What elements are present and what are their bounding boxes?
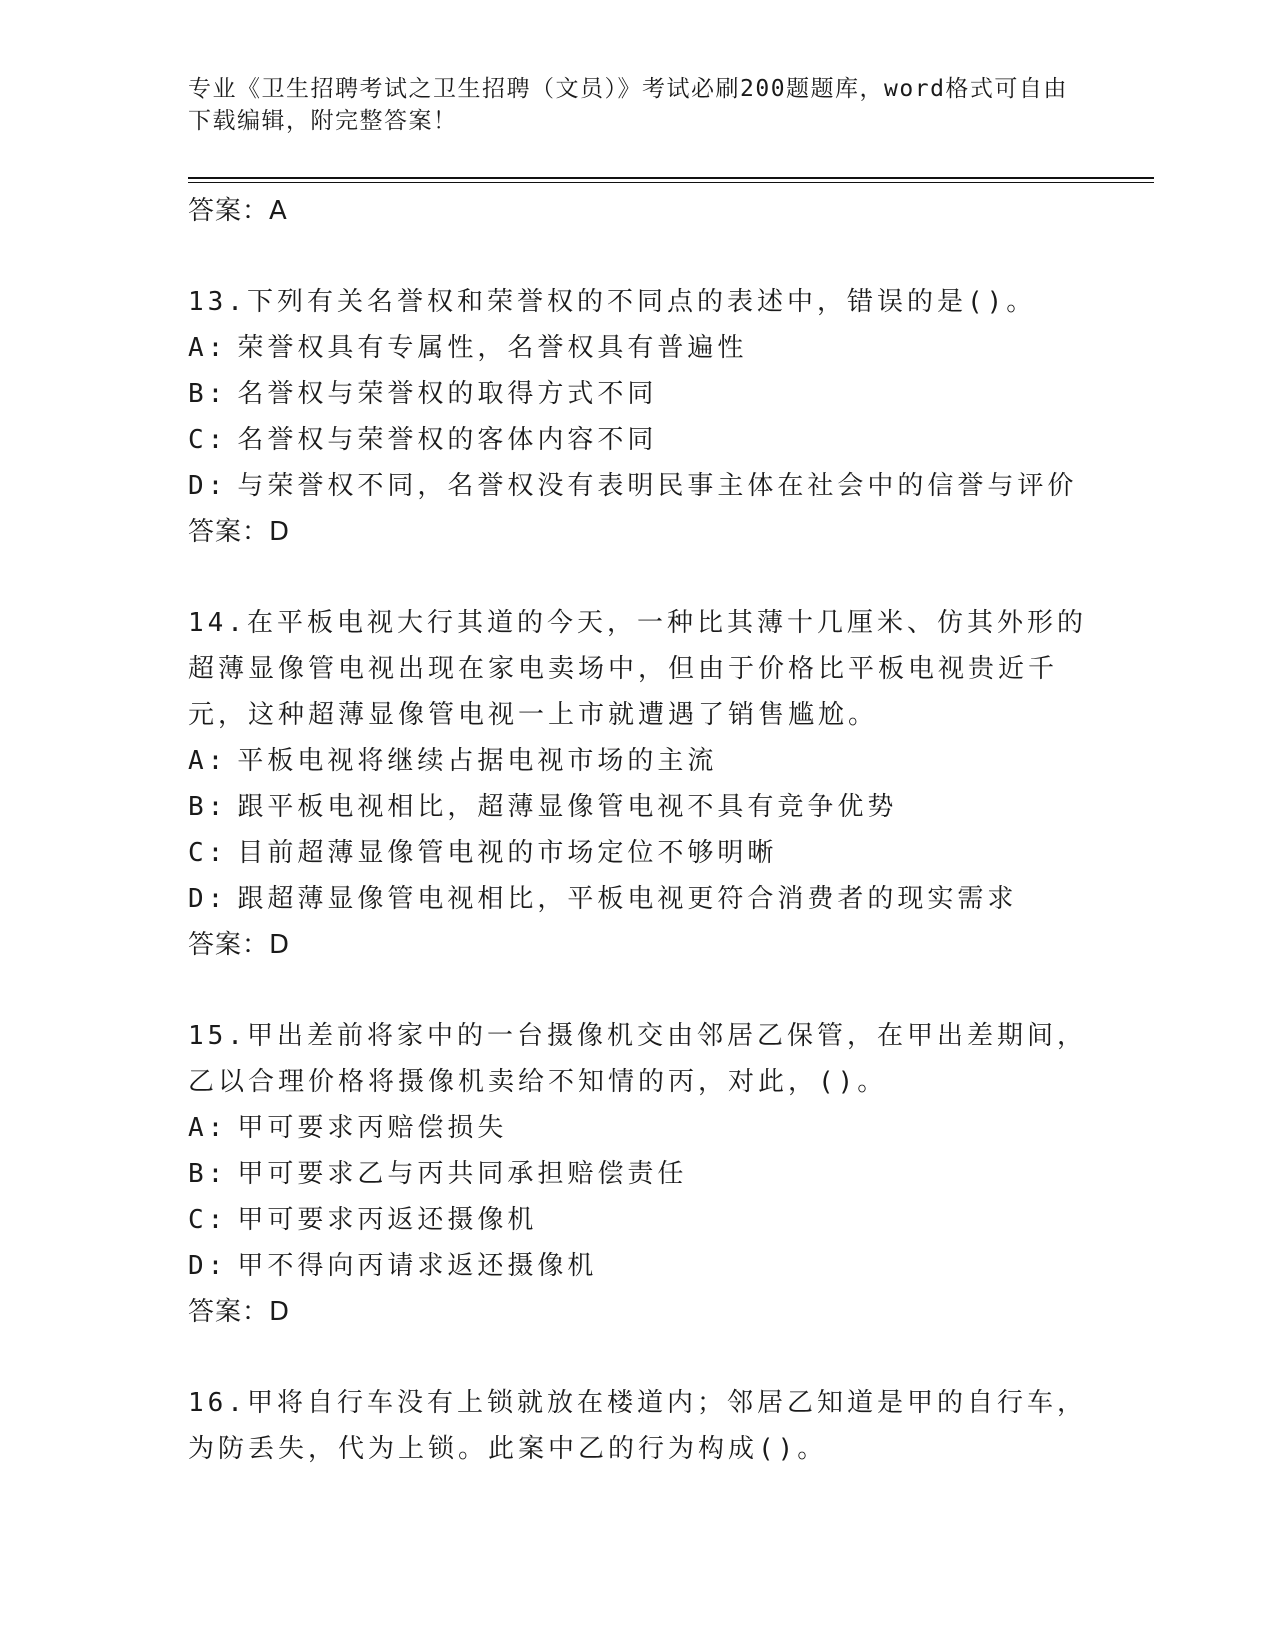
option-key: B: — [188, 792, 228, 822]
option-key: C: — [188, 838, 228, 868]
option-key: D: — [188, 471, 228, 501]
answer-line: 答案：D — [188, 930, 291, 960]
option-text: 平板电视将继续占据电视市场的主流 — [237, 746, 718, 776]
option-c — [188, 830, 1088, 876]
option-d — [188, 463, 1088, 509]
question-item — [188, 600, 1088, 968]
option-c — [188, 1197, 1088, 1243]
option-d — [188, 876, 1088, 922]
option-key: C: — [188, 1205, 228, 1235]
answer-line: 答案：D — [188, 517, 291, 547]
option-a — [188, 1105, 1088, 1151]
option-key: A: — [188, 1113, 228, 1143]
option-key: B: — [188, 379, 228, 409]
option-text: 甲可要求乙与丙共同承担赔偿责任 — [237, 1159, 688, 1189]
option-key: A: — [188, 746, 228, 776]
answer-line: 答案：D — [188, 1297, 291, 1327]
option-a — [188, 738, 1088, 784]
option-text: 名誉权与荣誉权的客体内容不同 — [237, 425, 658, 455]
question-stem: 13.下列有关名誉权和荣誉权的不同点的表述中，错误的是()。 — [188, 287, 1037, 317]
page-header: 专业《卫生招聘考试之卫生招聘（文员）》考试必刷200题题库，word格式可自由下载编辑，附完整答案！ — [188, 76, 1068, 134]
option-key: A: — [188, 333, 228, 363]
option-text: 跟超薄显像管电视相比，平板电视更符合消费者的现实需求 — [237, 884, 1018, 914]
option-key: D: — [188, 1251, 228, 1281]
option-text: 跟平板电视相比，超薄显像管电视不具有竞争优势 — [237, 792, 898, 822]
question-item — [188, 1380, 1088, 1472]
option-text: 甲可要求丙赔偿损失 — [237, 1113, 508, 1143]
option-text: 荣誉权具有专属性，名誉权具有普遍性 — [237, 333, 748, 363]
option-key: D: — [188, 884, 228, 914]
option-key: C: — [188, 425, 228, 455]
question-item — [188, 279, 1088, 555]
option-d — [188, 1243, 1088, 1289]
option-b — [188, 1151, 1088, 1197]
answer-line: 答案：A — [188, 196, 288, 226]
question-stem: 14.在平板电视大行其道的今天，一种比其薄十几厘米、仿其外形的超薄显像管电视出现在家电卖场中，但由于价格比平板电视贵近千元，这种超薄显像管电视一上市就遭遇了销售尴尬。 — [188, 608, 1087, 730]
option-text: 目前超薄显像管电视的市场定位不够明晰 — [237, 838, 778, 868]
option-text: 与荣誉权不同，名誉权没有表明民事主体在社会中的信誉与评价 — [237, 471, 1078, 501]
option-text: 甲不得向丙请求返还摄像机 — [237, 1251, 598, 1281]
option-b — [188, 784, 1088, 830]
question-item — [188, 1013, 1088, 1335]
option-text: 名誉权与荣誉权的取得方式不同 — [237, 379, 658, 409]
question-list — [188, 188, 1088, 1472]
question-stem: 16.甲将自行车没有上锁就放在楼道内；邻居乙知道是甲的自行车，为防丢失，代为上锁。此案中乙的行为构成()。 — [188, 1388, 1087, 1464]
option-b — [188, 371, 1088, 417]
option-key: B: — [188, 1159, 228, 1189]
option-c — [188, 417, 1088, 463]
header-divider-thick — [188, 177, 1154, 179]
option-text: 甲可要求丙返还摄像机 — [237, 1205, 538, 1235]
header-divider-thin — [188, 182, 1154, 183]
question-stem: 15.甲出差前将家中的一台摄像机交由邻居乙保管，在甲出差期间，乙以合理价格将摄像机卖给不知情的丙，对此，()。 — [188, 1021, 1087, 1097]
option-a — [188, 325, 1088, 371]
